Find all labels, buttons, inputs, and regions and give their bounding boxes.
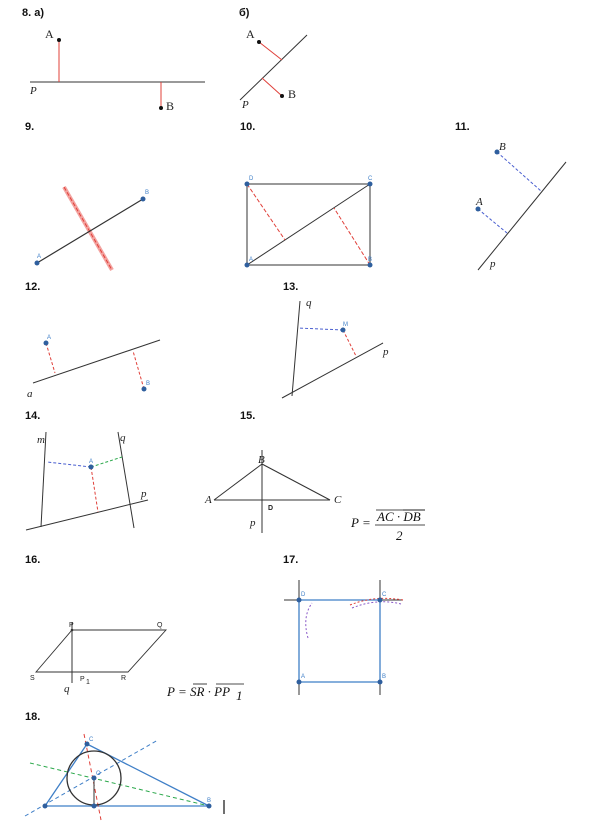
construction-arc-d xyxy=(306,603,312,638)
label-d: D xyxy=(268,505,274,512)
diagonal-ac xyxy=(247,184,373,265)
point-b xyxy=(141,197,146,202)
triangle-abc xyxy=(45,744,212,806)
label-p: p xyxy=(490,258,496,270)
segment-ab xyxy=(37,199,143,263)
label-d: D xyxy=(301,592,306,598)
figure-10 xyxy=(245,176,374,268)
label-m: M xyxy=(343,322,348,328)
label-a: A xyxy=(37,254,42,260)
perpendicular-to-m xyxy=(47,462,91,467)
figure-16 xyxy=(30,622,166,695)
label-p1: P xyxy=(80,676,85,683)
problem-9-number: 9. xyxy=(25,121,35,133)
label-p: p xyxy=(383,346,389,358)
point-p xyxy=(71,629,74,632)
label-b: B xyxy=(288,87,297,101)
line-p xyxy=(26,500,148,530)
line-m xyxy=(41,432,46,527)
label-s: S xyxy=(30,675,35,682)
point-c xyxy=(378,598,383,603)
perpendicular-b xyxy=(133,351,144,389)
point-b xyxy=(159,106,163,110)
problem-13-number: 13. xyxy=(283,281,299,293)
label-b: B xyxy=(499,141,506,153)
perpendicular-to-p xyxy=(91,467,98,512)
figure-18 xyxy=(25,734,224,820)
problem-17-number: 17. xyxy=(283,554,299,566)
label-c: C xyxy=(382,592,387,598)
line-p xyxy=(478,162,566,270)
point-b xyxy=(280,94,284,98)
perpendicular-b xyxy=(262,78,282,96)
formula-16-subscript: 1 xyxy=(236,688,243,703)
label-d: D xyxy=(249,176,254,182)
label-o: O xyxy=(96,771,101,777)
label-p: P xyxy=(69,622,74,629)
label-m: m xyxy=(37,434,45,446)
problem-14-number: 14. xyxy=(25,410,41,422)
square-abcd xyxy=(299,600,380,682)
perpendicular-a xyxy=(478,209,507,233)
line-p xyxy=(282,343,383,398)
label-b: B xyxy=(145,190,150,196)
figure-12 xyxy=(27,335,160,400)
point-a xyxy=(297,680,302,685)
side-ab xyxy=(214,464,262,500)
problem-15-number: 15. xyxy=(240,410,256,422)
formula-15-lhs: P = xyxy=(351,515,371,530)
label-p1-subscript: 1 xyxy=(86,679,90,686)
point-b xyxy=(207,804,212,809)
label-a: A xyxy=(246,27,255,41)
problem-8a-number: 8. а) xyxy=(22,7,45,19)
point-a xyxy=(43,804,48,809)
label-c: C xyxy=(89,737,94,743)
point-c xyxy=(368,182,373,187)
figure-9 xyxy=(35,187,150,270)
problem-18-number: 18. xyxy=(25,711,41,723)
label-a: A xyxy=(476,196,483,208)
formula-15-denominator: 2 xyxy=(396,528,403,543)
perpendicular-to-p xyxy=(343,330,356,356)
figure-8a xyxy=(29,27,205,113)
label-p: p xyxy=(250,517,256,529)
point-b xyxy=(368,263,373,268)
perpendicular-a xyxy=(259,42,282,60)
label-a: A xyxy=(301,674,306,680)
line-q xyxy=(292,301,300,396)
label-a: A xyxy=(249,257,254,263)
perpendicular-b xyxy=(497,152,541,191)
parallelogram-pqrs xyxy=(36,630,166,672)
perpendicular-to-q xyxy=(298,328,343,330)
label-p: p xyxy=(141,488,147,500)
label-b: B xyxy=(368,257,373,263)
problem-10-number: 10. xyxy=(240,121,256,133)
label-b: B xyxy=(258,454,265,466)
point-a xyxy=(245,263,250,268)
point-a xyxy=(57,38,61,42)
figure-8b xyxy=(240,27,307,111)
label-q: Q xyxy=(157,622,163,629)
point-b xyxy=(142,387,147,392)
label-b: B xyxy=(207,798,212,804)
label-c: C xyxy=(334,494,342,506)
label-b: B xyxy=(146,381,151,387)
formula-16 xyxy=(166,684,244,703)
perpendicular-d xyxy=(247,184,285,240)
label-p: P xyxy=(30,85,37,97)
point-a xyxy=(44,341,49,346)
figure-17 xyxy=(284,580,403,695)
formula-15 xyxy=(350,509,425,543)
problem-16-number: 16. xyxy=(25,554,41,566)
figure-13 xyxy=(282,297,389,398)
label-a: A xyxy=(89,459,94,465)
figure-11 xyxy=(475,141,566,270)
point-a xyxy=(35,261,40,266)
problem-12-number: 12. xyxy=(25,281,41,293)
side-bc xyxy=(262,464,330,500)
figure-14 xyxy=(26,432,148,530)
problem-8b-number: б) xyxy=(239,7,250,19)
label-p: P xyxy=(242,99,249,111)
label-q: q xyxy=(120,432,126,444)
point-b xyxy=(378,680,383,685)
line-q xyxy=(118,432,134,528)
problem-11-number: 11. xyxy=(455,121,470,133)
line-a xyxy=(33,340,160,383)
construction-arc-c-purple xyxy=(352,602,401,608)
perpendicular-b xyxy=(334,208,373,265)
label-c: C xyxy=(368,176,373,182)
point-m xyxy=(341,328,346,333)
label-b: B xyxy=(166,99,175,113)
line-p xyxy=(240,35,307,100)
formula-15-numerator: AC · DB xyxy=(377,509,421,524)
perpendicular-to-q xyxy=(91,457,122,467)
label-q-line: q xyxy=(64,683,70,695)
tangent-point xyxy=(92,804,97,809)
formula-16-text: P = SR · PP xyxy=(167,684,231,699)
figure-15 xyxy=(204,450,342,533)
label-r: R xyxy=(121,675,127,682)
label-b: B xyxy=(382,674,387,680)
point-a xyxy=(89,465,94,470)
label-a: A xyxy=(45,27,54,41)
point-a xyxy=(257,40,261,44)
perpendicular-a xyxy=(46,343,55,373)
point-d xyxy=(297,598,302,603)
label-q: q xyxy=(306,297,312,309)
label-line-a: a xyxy=(27,388,33,400)
label-a: A xyxy=(47,335,52,341)
label-a: A xyxy=(205,494,212,506)
point-d xyxy=(245,182,250,187)
